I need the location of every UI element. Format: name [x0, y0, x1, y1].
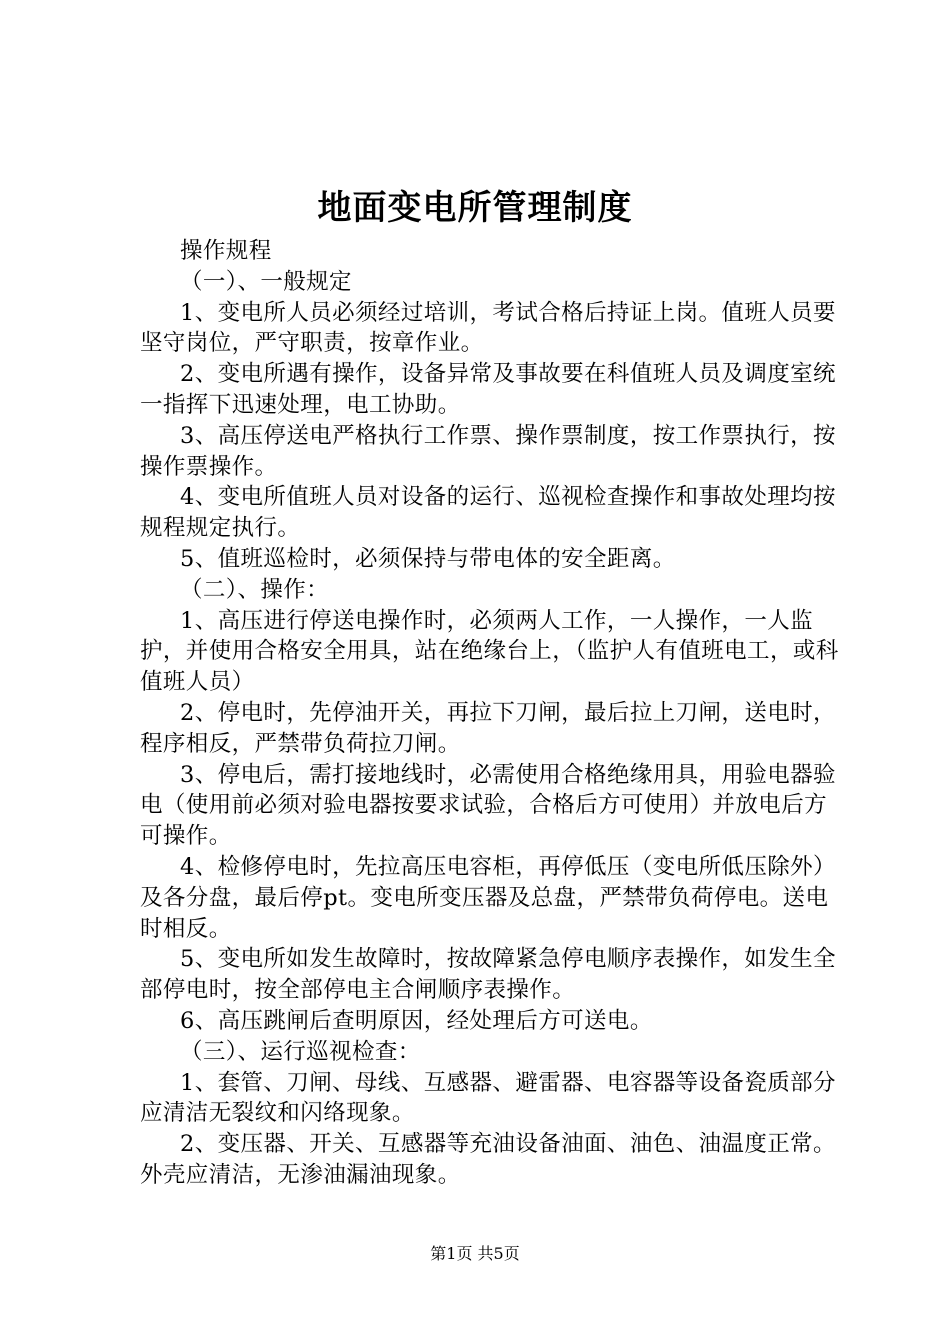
section-heading: （二）、操作： [180, 576, 330, 603]
paragraph: 4、变电所值班人员对设备的运行、巡视检查操作和事故处理均按规程规定执行。 [140, 484, 836, 542]
paragraph: 2、停电时，先停油开关，再拉下刀闸，最后拉上刀闸，送电时，程序相反，严禁带负荷拉刀闸。 [140, 699, 836, 757]
paragraph: 1、变电所人员必须经过培训，考试合格后持证上岗。值班人员要坚守岗位，严守职责，按章作业。 [140, 299, 836, 357]
paragraph: 2、变压器、开关、互感器等充油设备油面、油色、油温度正常。外壳应清洁，无渗油漏油现象。 [140, 1131, 836, 1188]
document-title: 地面变电所管理制度 [317, 188, 633, 228]
paragraph: 5、值班巡检时，必须保持与带电体的安全距离。 [180, 545, 676, 572]
paragraph: 1、高压进行停送电操作时，必须两人工作，一人操作，一人监护，并使用合格安全用具，站在绝缘台上，（监护人有值班电工，或科值班人员） [140, 607, 839, 696]
paragraph: 4、检修停电时，先拉高压电容柜，再停低压（变电所低压除外）及各分盘，最后停pt。变电所变压器及总盘，严禁带负荷停电。送电时相反。 [140, 853, 836, 942]
paragraph: 3、停电后，需打接地线时，必需使用合格绝缘用具，用验电器验电（使用前必须对验电器按要求试验，合格后方可使用）并放电后方可操作。 [140, 761, 836, 850]
section-heading: （三）、运行巡视检查： [180, 1038, 421, 1065]
page-footer: 第1页 共5页 [430, 1244, 520, 1263]
section-label: 操作规程 [180, 238, 272, 264]
paragraph: 1、套管、刀闸、母线、互感器、避雷器、电容器等设备瓷质部分应清洁无裂纹和闪络现象。 [140, 1069, 836, 1127]
paragraph: 5、变电所如发生故障时，按故障紧急停电顺序表操作，如发生全部停电时，按全部停电主合闸顺序表操作。 [140, 946, 836, 1004]
paragraph: 6、高压跳闸后查明原因，经处理后方可送电。 [180, 1007, 653, 1034]
document-body [140, 236, 840, 1191]
section-heading: （一）、一般规定 [180, 268, 352, 295]
paragraph: 2、变电所遇有操作，设备异常及事故要在科值班人员及调度室统一指挥下迅速处理，电工协助。 [140, 361, 836, 418]
paragraph: 3、高压停送电严格执行工作票、操作票制度，按工作票执行，按操作票操作。 [140, 422, 836, 480]
